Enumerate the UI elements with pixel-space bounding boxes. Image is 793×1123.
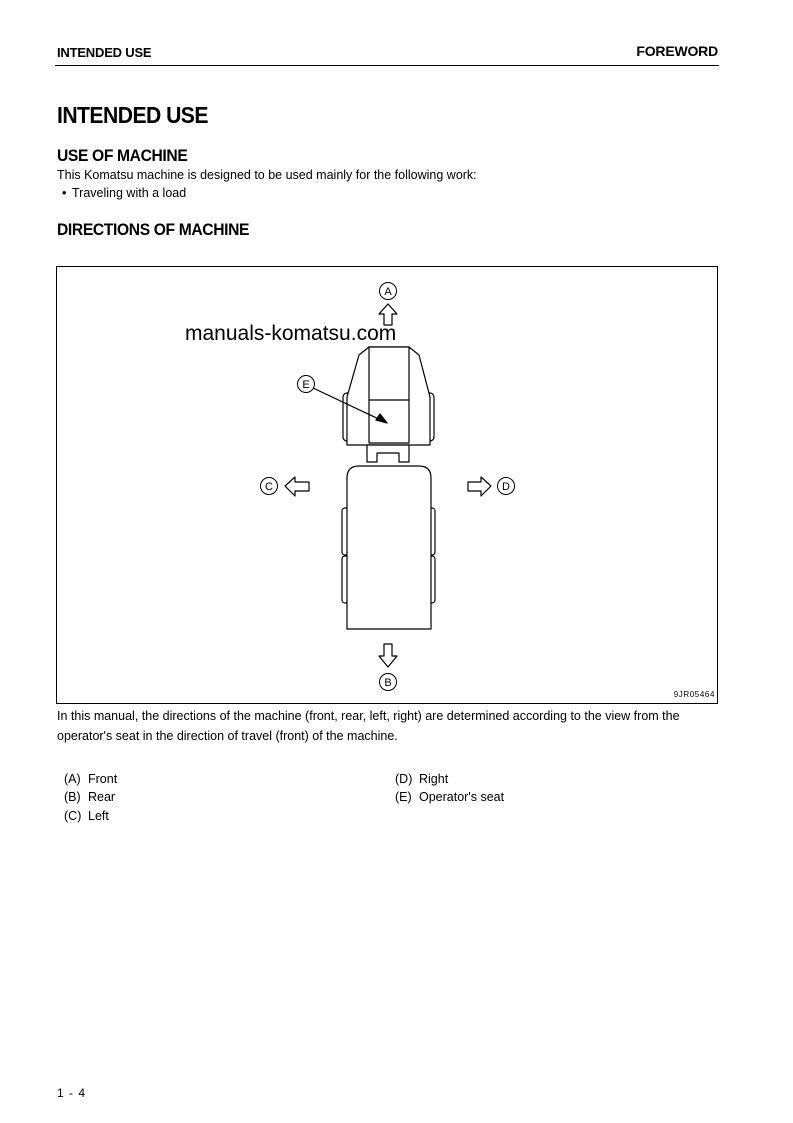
directions-description: In this manual, the directions of the machine (front, rear, left, right) are determined according to the view from the operator's seat in the direction of travel (front) of the machine. <box>57 709 680 743</box>
callout-d-label: D <box>502 481 510 493</box>
header-rule <box>55 65 719 66</box>
legend-item-left: (C) Left <box>64 809 109 823</box>
page-number: 1 - 4 <box>57 1086 87 1100</box>
rear-body <box>347 466 431 629</box>
watermark-text: manuals-komatsu.com <box>185 322 397 345</box>
bullet-icon: • <box>62 186 67 200</box>
running-header-left: INTENDED USE <box>57 45 152 60</box>
use-of-machine-heading: USE OF MACHINE <box>57 146 188 165</box>
articulation-hitch <box>367 445 409 462</box>
callout-c-label: C <box>265 481 273 493</box>
arrow-rear-icon <box>379 644 397 667</box>
legend-item-operators-seat: (E) Operator's seat <box>395 790 505 804</box>
callout-b-label: B <box>384 677 392 689</box>
use-bullet-item <box>62 184 186 203</box>
use-intro-text: This Komatsu machine is designed to be used mainly for the following work: <box>57 168 477 182</box>
callout-e-label: E <box>302 379 310 391</box>
page-title: INTENDED USE <box>57 102 208 128</box>
figure-code: 9JR05464 <box>673 690 715 699</box>
directions-heading: DIRECTIONS OF MACHINE <box>57 220 250 239</box>
running-header-right: FOREWORD <box>636 43 718 59</box>
arrow-left-icon <box>285 477 309 496</box>
callout-a-label: A <box>384 286 392 298</box>
legend-item-right: (D) Right <box>395 772 449 786</box>
legend-item-front: (A) Front <box>64 772 118 786</box>
use-bullet-text: Traveling with a load <box>72 186 187 200</box>
operator-cab <box>369 347 409 443</box>
arrow-right-icon <box>468 477 491 496</box>
legend-item-rear: (B) Rear <box>64 790 116 804</box>
